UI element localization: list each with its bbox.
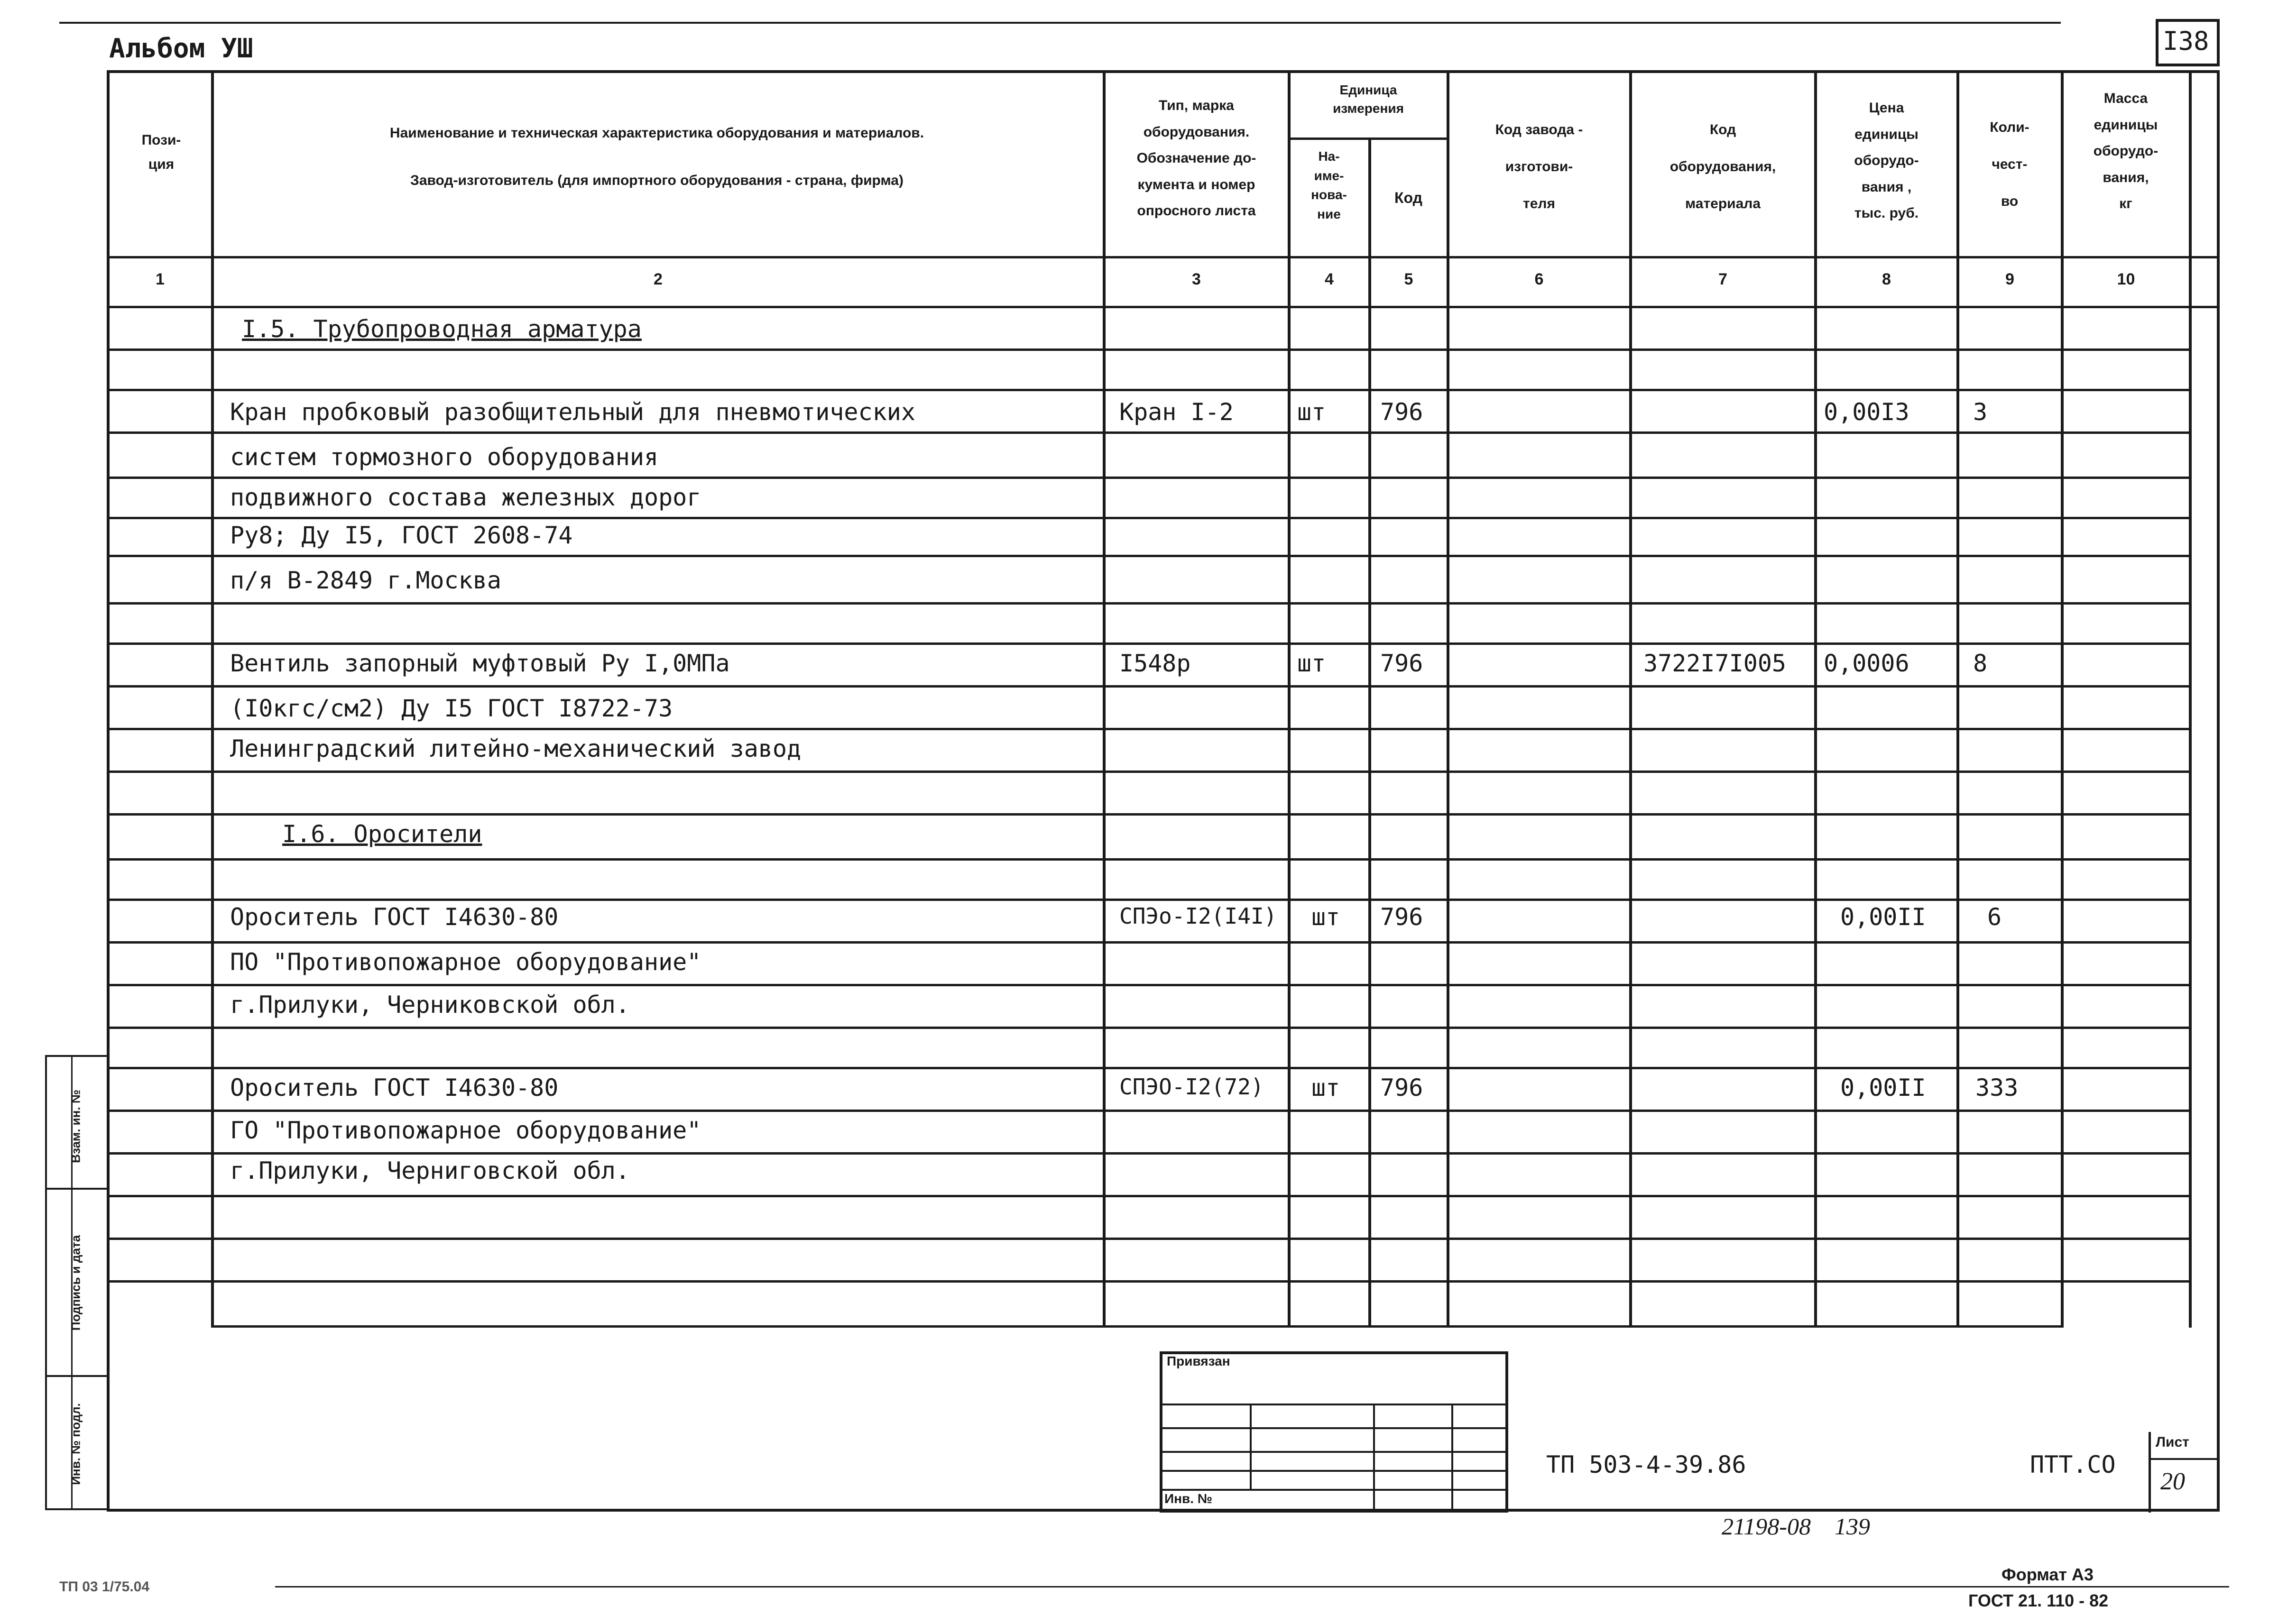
row-line [107,858,2189,861]
col-line [1288,71,1291,1328]
col-number: 8 [1882,270,1891,288]
item-name: ПО "Противопожарное оборудование" [230,948,701,976]
col-line [1368,138,1371,1328]
row-line [107,602,2189,605]
item-type: СПЭо-I2(I4I) [1119,903,1277,929]
row-line [107,728,2189,730]
row-line [107,517,2189,519]
item-price: 0,00II [1840,903,1926,931]
item-name: Ленинградский литейно-механический завод [230,735,802,762]
col-header-quantity: Коли- чест- во [1990,119,2029,209]
unit-sub-line [1288,138,1447,140]
item-name: (I0кгс/см2) Ду I5 ГОСТ I8722-73 [230,695,673,722]
item-name: подвижного состава железных дорог [230,484,701,511]
binding-line [1373,1404,1375,1510]
col-number: 9 [2005,270,2014,288]
binding-label: Привязан [1167,1354,1230,1368]
item-unit: шт [1311,903,1340,931]
document-mark: ПТТ.СО [2030,1451,2116,1478]
col-line [1629,71,1632,1328]
row-line [107,477,2189,479]
col-line [2061,71,2064,1328]
table-bottom-line [211,1325,2061,1328]
row-line [107,642,2189,645]
album-title: Альбом УШ [109,33,253,64]
binding-line [1250,1404,1252,1489]
item-unit-code: 796 [1380,1074,1423,1101]
item-name: систем тормозного оборудования [230,443,659,471]
row-line [107,899,2189,901]
side-label-inventory: Инв. № подл. [68,1403,83,1485]
col-header-price: Цена единицы оборудо- вания , тыс. руб. [1854,100,1919,221]
side-stamp-line [45,1188,107,1190]
item-name: ГО "Противопожарное оборудование" [230,1117,701,1144]
binding-box [1160,1351,1508,1513]
item-name: Ру8; Ду I5, ГОСТ 2608-74 [230,522,573,549]
row-line [107,1067,2189,1069]
row-line [107,685,2189,688]
sheet-line [2149,1458,2220,1460]
col-header-name-line1: Наименование и техническая характеристика оборудования и материалов. [389,125,924,141]
col-header-type: Тип, марка оборудования. Обозначение до- кумента и номер опросного листа [1136,98,1256,219]
col-line [2189,71,2192,1328]
side-label-signature: Подпись и дата [68,1235,83,1331]
row-line [107,1152,2189,1155]
item-quantity: 333 [1975,1074,2019,1101]
side-stamp-line [45,1375,107,1377]
col-header-unit-name: На- име- нова- ние [1311,149,1347,221]
gost-label: ГОСТ 21. 110 - 82 [1968,1591,2109,1610]
col-number: 3 [1192,270,1201,288]
row-line [107,1280,2189,1283]
item-price: 0,00I3 [1824,398,1909,426]
item-unit-code: 796 [1380,903,1423,931]
row-line [107,813,2189,816]
col-number: 5 [1404,270,1413,288]
row-line [107,431,2189,434]
binding-line [1160,1489,1508,1491]
number-row-line [107,306,2220,308]
item-name: г.Прилуки, Черниковской обл. [230,991,630,1018]
col-line [211,71,214,1328]
col-header-unit: Единица измерения [1333,83,1404,116]
col-header-mass: Масса единицы оборудо- вания, кг [2093,91,2158,211]
row-line [107,389,2189,391]
section-heading: I.5. Трубопроводная арматура [242,315,642,343]
item-price: 0,0006 [1824,650,1909,677]
col-header-position: Пози- ция [141,132,181,172]
col-number: 7 [1718,270,1727,288]
item-name: Ороситель ГОСТ I4630-80 [230,903,559,931]
binding-line [1160,1470,1508,1472]
section-heading: I.6. Оросители [282,820,482,848]
binding-line [1451,1404,1453,1510]
item-name: Ороситель ГОСТ I4630-80 [230,1074,559,1101]
binding-line [1160,1404,1508,1405]
col-line [1814,71,1817,1328]
sheet-label: Лист [2156,1434,2189,1450]
col-header-unit-code: Код [1394,189,1422,206]
page-number: I38 [2163,26,2209,56]
row-line [107,1110,2189,1112]
row-line [107,771,2189,773]
top-rule [59,22,2061,24]
binding-line [1160,1451,1508,1453]
item-unit: шт [1297,398,1326,426]
row-line [107,984,2189,986]
row-line [107,555,2189,557]
side-label-replaced: Взам. ин. № [68,1090,83,1163]
col-number: 2 [654,270,663,288]
item-name: Вентиль запорный муфтовый Ру I,0МПа [230,650,730,677]
header-bottom-line [107,256,2220,258]
item-price: 0,00II [1840,1074,1926,1101]
row-line [107,1238,2189,1240]
col-header-material-code: Код оборудования, материала [1669,122,1776,211]
left-footer-code: ТП 03 1/75.04 [59,1579,150,1595]
item-unit: шт [1297,650,1326,677]
format-label: Формат А3 [2002,1565,2094,1584]
col-line [1447,71,1449,1328]
item-quantity: 3 [1973,398,1988,426]
row-line [107,1027,2189,1029]
item-name: г.Прилуки, Черниговской обл. [230,1157,630,1184]
col-number: 10 [2117,270,2135,288]
row-line [107,1195,2189,1197]
footer-rule [275,1586,2229,1587]
col-line [1103,71,1106,1328]
col-number: 1 [156,270,165,288]
row-line [107,941,2189,944]
col-header-name-line2: Завод-изготовитель (для импортного оборудования - страна, фирма) [410,173,904,188]
item-name: Кран пробковый разобщительный для пневмотических [230,398,915,426]
handwritten-number: 21198-08 139 [1722,1513,1870,1540]
col-line [1956,71,1959,1328]
row-line [107,349,2189,351]
inventory-number-label: Инв. № [1164,1491,1213,1506]
sheet-number: 20 [2160,1468,2185,1495]
item-material-code: 3722I7I005 [1643,650,1787,677]
item-quantity: 6 [1987,903,2002,931]
item-name: п/я В-2849 г.Москва [230,567,501,594]
item-type: I548р [1119,650,1191,677]
item-type: СПЭО-I2(72) [1119,1074,1264,1100]
item-quantity: 8 [1973,650,1988,677]
col-number: 6 [1534,270,1544,288]
col-header-factory-code: Код завода - изготови- теля [1495,122,1583,211]
item-unit-code: 796 [1380,650,1423,677]
binding-line [1160,1427,1508,1429]
item-unit: шт [1311,1074,1340,1101]
item-unit-code: 796 [1380,398,1423,426]
document-code: ТП 503-4-39.86 [1546,1451,1746,1478]
item-type: Кран I-2 [1119,398,1234,426]
col-number: 4 [1325,270,1334,288]
